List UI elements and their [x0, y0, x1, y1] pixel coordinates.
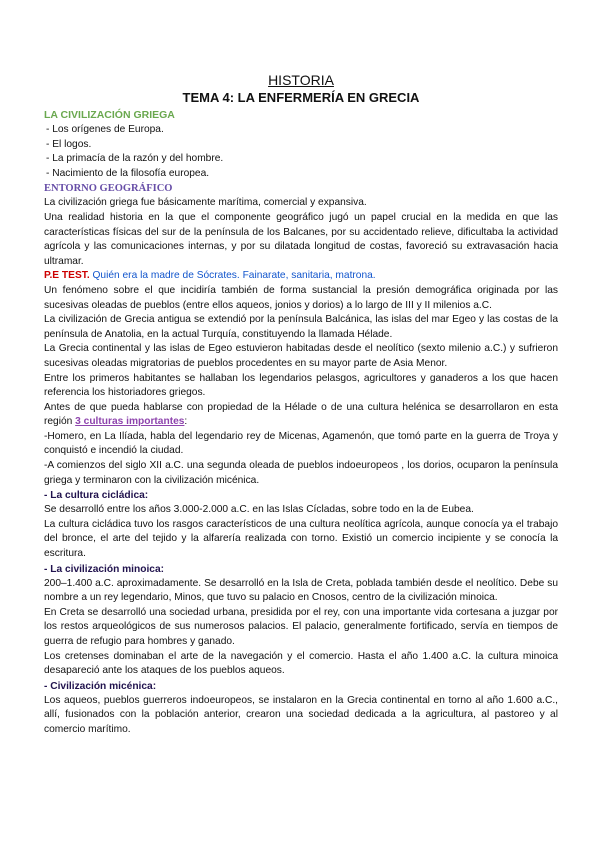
heading-civilizacion-minoica: - La civilización minoica: — [44, 563, 165, 575]
paragraph-text: : — [184, 416, 188, 428]
paragraph: Los aqueos, pueblos guerreros indoeuropeos, se instalaron en la Grecia continental en torno al año 1.600 a.C., allí, fusionados con la población anterior, crearon una sociedad dedicada a la agricultura, al pastoreo y al comercio marítimo. — [44, 694, 558, 735]
pe-test-note — [44, 269, 558, 284]
paragraph-text: Antes de que pueda hablarse con propiedad de la Hélade o de una cultura helénica se desarrollaron en esta región — [44, 401, 558, 428]
paragraph: Entre los primeros habitantes se hallaban los legendarios pelasgos, agricultores y ganaderos a los que hacen referencia los historiadores griegos. — [44, 372, 558, 399]
pe-test-question: Quién era la madre de Sócrates. Fainarate, sanitaria, matrona. — [89, 270, 376, 282]
list-item: - Los orígenes de Europa. — [46, 124, 164, 135]
paragraph: La civilización de Grecia antigua se extendió por la península Balcánica, las islas del mar Egeo y las costas de la península de Anatolia, en la actual Turquía, constituyendo la llamada Hélade. — [44, 314, 558, 340]
paragraph: 200–1.400 a.C. aproximadamente. Se desarrolló en la Isla de Creta, poblada también desde el neolítico. Debe su nombre a un rey legendario, Minos, que tuvo su palacio en Cnosos, centro de la civilización minoica. — [44, 577, 558, 604]
document-subtitle: TEMA 4: LA ENFERMERÍA EN GRECIA — [182, 90, 420, 105]
document-title: HISTORIA — [268, 72, 334, 88]
paragraph: La civilización griega fue básicamente marítima, comercial y expansiva. — [44, 197, 367, 209]
heading-civilizacion-griega: LA CIVILIZACIÓN GRIEGA — [44, 109, 175, 121]
paragraph: La Grecia continental y las islas de Egeo estuvieron habitadas desde el neolítico (sexto milenio a.C.) y sufrieron sucesivas oleadas migratorias de pueblos procedentes en su mayor parte de Asia Menor. — [44, 343, 558, 369]
list-item: - La primacía de la razón y del hombre. — [46, 153, 224, 165]
paragraph: Los cretenses dominaban el arte de la navegación y el comercio. Hasta el año 1.400 a.C. la cultura minoica desapareció ante los ataques de los pueblos aqueos. — [44, 650, 558, 677]
heading-entorno-geografico: ENTORNO GEOGRÁFICO — [44, 183, 173, 195]
intro-bullet-list — [44, 123, 558, 181]
paragraph: -Homero, en La Ilíada, habla del legendario rey de Micenas, Agamenón, que tomó parte en la guerra de Troya y conquistó e incendió la ciudad. — [44, 430, 558, 457]
pe-test-label: P.E TEST. — [44, 270, 90, 282]
list-item: - Nacimiento de la filosofía europea. — [46, 167, 210, 179]
document-page — [44, 72, 558, 738]
heading-civilizacion-micenica: - Civilización micénica: — [44, 680, 157, 692]
culturas-importantes-highlight: 3 culturas importantes — [75, 416, 185, 428]
paragraph — [44, 401, 558, 430]
paragraph: Una realidad historia en la que el componente geográfico jugó un papel crucial en la medida en que las características físicas del sur de la península de los Balcanes, por su accidentado relieve, dificultaba la actividad agrícola y las comunicaciones internas, y por su dilatada longitud de costas, favoreció su extravasación hacia ultramar. — [44, 211, 558, 267]
paragraph: En Creta se desarrolló una sociedad urbana, presidida por el rey, con una importante vida cortesana a juzgar por los restos arqueológicos de sus numerosos palacios. El palacio, generalmente fortificado, servía en tiempos de guerra de refugio para hombres y ganado. — [44, 606, 558, 647]
paragraph: Se desarrolló entre los años 3.000-2.000 a.C. en las Islas Cícladas, sobre todo en la de Eubea. — [44, 504, 474, 516]
paragraph: La cultura cicládica tuvo los rasgos característicos de una cultura neolítica agrícola, aunque conocía ya el trabajo del bronce, el arte del tejido y la alfarería realizada con torno. Existió un comercio incipiente y se conocía la escritura. — [44, 518, 558, 560]
paragraph: Un fenómeno sobre el que incidiría también de forma sustancial la presión demográfica originada por las sucesivas oleadas de pueblos (entre ellos aqueos, jonios y dorios) a lo largo de III y II milenios a.C. — [44, 284, 558, 311]
paragraph: -A comienzos del siglo XII a.C. una segunda oleada de pueblos indoeuropeos , los dorios, ocuparon la península griega y terminaron con la civilización micénica. — [44, 460, 558, 486]
list-item: - El logos. — [46, 138, 92, 150]
heading-cultura-cicladica: - La cultura cicládica: — [44, 490, 149, 502]
